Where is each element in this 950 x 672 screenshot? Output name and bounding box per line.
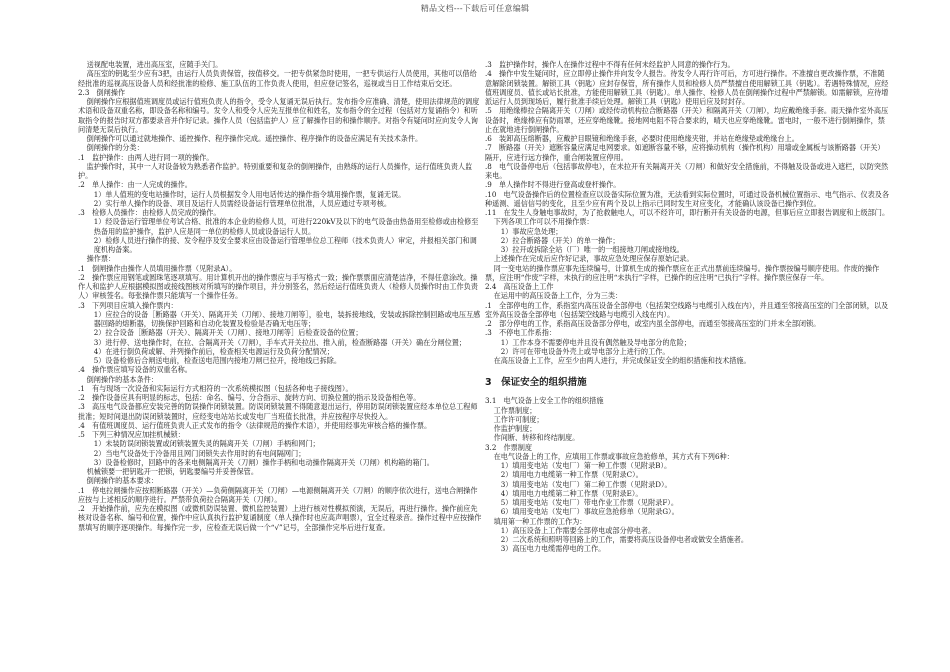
paragraph: .2 单人操作：由一人完成的操作。 — [78, 180, 192, 190]
paragraph: .6 装卸高压熔断器，应戴护目眼镜和绝缘手套，必要时使用绝缘夹钳，并站在绝缘垫或绝缘台上。 — [485, 134, 799, 143]
paragraph: 工作票制度； — [493, 405, 537, 415]
paragraph: 下列各项工作可以不用操作票： — [493, 217, 594, 227]
paragraph: 作监护制度； — [493, 424, 537, 433]
paragraph: .2 开始操作前，应先在模拟图（或微机防误装置、微机监控装置）上进行核对性模拟预演，无误后，再进行操作。操作前应先核对设备名称、编号和位置，操作中应认真执行监护复诵制度（单人操作时也应高声唱票），宜全过程录音。操作过程中应按操作票填写的顺序逐项操作。每操作完一步，应检查无误后做一个“√”记号，全部操作完毕后进行复查。 — [78, 504, 482, 532]
paragraph: 1）事故应急处理； — [500, 226, 563, 236]
paragraph: 1）单人值班的变电站操作时，运行人员根据发令人用电话传达的操作指令填用操作票，复诵无误。 — [93, 189, 406, 199]
paragraph: 3）填用变电站（发电厂）第二种工作票（见附录D）。 — [500, 479, 672, 489]
paragraph: 2.3 倒闸操作 — [78, 87, 126, 97]
paragraph: 机械锁要一把钥匙开一把锁，钥匙要编号并妥善保管。 — [86, 467, 258, 476]
paragraph: 2）许可在带电设备外壳上或导电部分上进行的工作。 — [500, 346, 670, 356]
paragraph: 3.1 电气设备上安全工作的组织措施 — [485, 396, 604, 406]
paragraph: 2）拉合断路器（开关）的单一操作； — [500, 235, 620, 245]
section-heading: 3 保证安全的组织措施 — [485, 377, 587, 389]
paragraph: 1）经设备运行管理单位考试合格、批准的本企业的检修人员，可进行220kV及以下的电气设备由热备用至检修或由检修至热备用的监护操作，监护人应是同一单位的检修人员或设备运行人员。 — [93, 217, 479, 236]
paragraph: 倒闸操作的基本条件： — [86, 374, 158, 384]
paragraph: 1）应拉合的设备［断路器（开关）、隔离开关（刀闸）、接地刀闸等］，验电，装拆接地线，安装或拆除控制回路或电压互感器回路的熔断器，切换保护回路和自动化装置及检验是否确无电压等； — [93, 309, 481, 328]
paragraph: .3 监护操作时，操作人在操作过程中不得有任何未经监护人同意的操作行为。 — [485, 60, 735, 69]
paragraph: .4 有值班调度员、运行值班负责人正式发布的指令（法律规范的操作术语），并使用经事先审核合格的操作票。 — [78, 420, 432, 430]
paragraph: .1 监护操作：由两人进行同一项的操作。 — [78, 152, 214, 162]
left-column — [78, 60, 483, 532]
paragraph: 4）填用电力电缆第二种工作票（见附录E）。 — [500, 488, 643, 498]
paragraph: .5 用绝缘棒拉合隔离开关（刀闸）或经传动机构拉合断路器（开关）和隔离开关（刀闸），均应戴绝缘手套。雨天操作室外高压设备时，绝缘棒应有防雨罩，还应穿绝缘靴。接地网电阻不符合要求的，晴天也应穿绝缘靴。雷电时，一般不进行倒闸操作，禁止在就地进行倒闸操作。 — [485, 106, 889, 134]
paragraph: 1）工作本身不需要停电并且没有偶然触及导电部分的危险； — [500, 337, 691, 347]
paragraph: 工作许可制度； — [493, 414, 544, 424]
paragraph: .5 下列三种情况应加挂机械锁： — [78, 430, 185, 439]
paragraph: .2 部分停电的工作，系指高压设备部分停电，或室内虽全部停电，而通至邻接高压室的门并未全部闭锁。 — [485, 319, 821, 328]
paragraph: .9 单人操作时不得进行登高或登杆操作。 — [485, 180, 621, 190]
paragraph: 2）检修人员进行操作的接、发令程序及安全要求应由设备运行管理单位总工程师（技术负责人）审定，并报相关部门和调度机构备案。 — [93, 235, 477, 254]
paragraph: 5）设备检修后合闸送电前，检查送电范围内接地刀闸已拉开，接地线已拆除。 — [93, 356, 342, 365]
paragraph: 监护操作时，其中一人对设备较为熟悉者作监护。特别重要和复杂的倒闸操作，由熟练的运行人员操作，运行值班负责人监护。 — [78, 161, 473, 180]
paragraph: .11 在发生人身触电事故时，为了抢救触电人，可以不经许可，即行断开有关设备的电源，但事后应立即报告调度和上级部门。 — [485, 208, 890, 217]
paragraph: 3）设备检修时，回路中的各来电侧隔离开关（刀闸）操作手柄和电动操作隔离开关（刀闸）机构箱的箱门。 — [93, 457, 434, 467]
paragraph: 在运用中的高压设备上工作，分为三类： — [493, 291, 623, 301]
paragraph: 操作票： — [86, 254, 116, 264]
paragraph: .4 操作中发生疑问时，应立即停止操作并向发令人报告。待发令人再行许可后，方可进行操作。不准擅自更改操作票，不准随意解除闭锁装置。解锁工具（钥匙）应封存保管，所有操作人员和检修人员严禁擅自使用解锁工具（钥匙）。若遇特殊情况，应经值班调度员、值长或站长批准，方能使用解锁工具（钥匙）。单人操作、检修人员在倒闸操作过程中严禁解锁。如需解锁，应待增派运行人员到现场后，履行批准手续后处理。解锁工具（钥匙）使用后应及时封存。 — [485, 69, 889, 106]
paragraph: 倒闸操作的基本要求： — [86, 476, 158, 486]
paragraph: .2 操作票应用钢笔或圆珠笔逐项填写。用计算机开出的操作票应与手写格式一致；操作票票面应清楚洁净，不得任意涂改。操作人和监护人应根据模拟图或接线图核对所填写的操作项目，并分别签名，然后经运行值班负责人（检修人员操作时由工作负责人）审核签名。每张操作票只能填写一个操作任务。 — [78, 272, 478, 301]
paragraph: 3）拉开或拆除全站（厂）唯一的一组接地刀闸或接地线。 — [500, 245, 684, 254]
paragraph: .3 不停电工作系指： — [485, 328, 557, 338]
paragraph: 在高压设备上工作，应至少由两人进行，并完成保证安全的组织措施和技术措施。 — [493, 356, 751, 365]
paragraph: 3）高压电力电缆需停电的工作。 — [500, 544, 606, 554]
paragraph: .3 高压电气设备都应安装完善的防误操作闭锁装置。防误闭锁装置不得随意退出运行，停用防误闭锁装置应经本单位总工程师批准；短时间退出防误闭锁装置时，应经变电站站长或发电厂当班值长批准，并应按程序尽快投入。 — [78, 402, 478, 421]
paragraph: 2）实行单人操作的设备、项目及运行人员需经设备运行管理单位批准，人员应通过专项考核。 — [93, 198, 392, 208]
paragraph: 3）进行停、送电操作时，在拉、合隔离开关（刀闸），手车式开关拉出、推入前，检查断路器（开关）确在分闸位置； — [93, 337, 467, 347]
paragraph: 送视配电装置，进出高压室，应随手关门。 — [86, 60, 223, 69]
paragraph: 1）填用变电站（发电厂）第一种工作票（见附录B）。 — [500, 461, 672, 470]
paragraph: .1 有与现场一次设备和实际运行方式相符的一次系统模拟图（包括各种电子接线图）。 — [78, 383, 353, 393]
paragraph: 1）未装防误闭锁装置或闭锁装置失灵的隔离开关（刀闸）手柄和网门； — [93, 439, 320, 449]
paragraph: 2）当电气设备处于冷备用且网门闭锁失去作用时的有电间隔网门； — [93, 448, 306, 458]
paragraph: 高压室的钥匙至少应有3把，由运行人员负责保管，按值移交。一把专供紧急时使用，一把专供运行人员使用，其他可以借给经批准的巡视高压设备人员和经批准的检修、施工队伍的工作负责人使用，但应登记签名，巡视或当日工作结束后交还。 — [78, 69, 477, 88]
right-column — [485, 60, 890, 554]
paragraph: 1）高压设备上工作需要全部停电或部分停电者。 — [500, 525, 656, 535]
paragraph: .7 断路器（开关）遮断容量应满足电网要求。如遮断容量不够，应将操动机构（操作机构）用墙或金属板与该断路器（开关）隔开，应进行远方操作，重合闸装置应停用。 — [485, 143, 885, 162]
paragraph: 倒闸操作的分类： — [86, 143, 144, 153]
paragraph: 6）填用变电站（发电厂）事故应急抢修单（见附录G）。 — [500, 507, 679, 517]
paragraph: 倒闸操作可以通过就地操作、遥控操作、程序操作完成。遥控操作、程序操作的设备应满足有关技术条件。 — [86, 134, 423, 143]
paragraph: .10 电气设备操作后的位置检查应以设备实际位置为准，无法看到实际位置时，可通过设备机械位置指示、电气指示、仪表及各种遥测、遥信信号的变化，且至少应有两个及以上指示已同时发生对应变化，才能确认该设备已操作到位。 — [485, 189, 890, 208]
paragraph: 3.2 作票制度 — [485, 442, 533, 452]
paragraph: .8 电气设备停电后（包括事故停电），在未拉开有关隔离开关（刀闸）和做好安全措施前，不得触及设备或进入遮栏，以防突然来电。 — [485, 161, 889, 180]
paragraph: .3 下列项目应填入操作票内： — [78, 300, 178, 310]
paragraph: 2）填用电力电缆第一种工作票（见附录C）。 — [500, 470, 643, 480]
paragraph: 同一变电站的操作票应事先连续编号，计算机生成的操作票应在正式出票前连续编号。操作票按编号顺序使用。作废的操作票，应注明“作废”字样，未执行的应注明“未执行”字样，已操作的应注明“已执行”字样。操作票应保存一年。 — [485, 263, 880, 282]
paragraph: 4）在进行倒负荷或解、并列操作前后，检查相关电源运行及负荷分配情况； — [93, 346, 334, 356]
paragraph: 2）拉合设备［断路器（开关）、隔离开关（刀闸）、接地刀闸等］后检查设备的位置； — [93, 328, 363, 338]
paragraph: 在电气设备上的工作，应填用工作票或事故应急抢修单，其方式有下列6种： — [493, 451, 734, 461]
paragraph: .1 全部停电的工作，系指室内高压设备全部停电（包括架空线路与电缆引入线在内），并且通至邻接高压室的门全部闭锁，以及室外高压设备全部停电（包括架空线路与电缆引入线在内）。 — [485, 300, 889, 319]
paragraph: .1 停电拉闸操作应按照断路器（开关）—负荷侧隔离开关（刀闸）—电源侧隔离开关（刀闸）的顺序依次进行，送电合闸操作应按与上述相反的顺序进行。严禁带负荷拉合隔离开关（刀闸）。 — [78, 485, 478, 504]
paragraph: 填用第一种工作票的工作为： — [493, 516, 587, 526]
paragraph: 作间断、转移和终结制度。 — [493, 433, 580, 443]
paragraph: .1 倒闸操作由操作人员填用操作票（见附录A）。 — [78, 263, 237, 273]
paragraph: .2 操作设备应具有明显的标志，包括：命名、编号、分合指示、旋转方向、切换位置的指示及设备相色等。 — [78, 393, 421, 402]
page-header: 精品文档---下载后可任意编辑 — [420, 4, 530, 13]
paragraph: 2.4 高压设备上工作 — [485, 282, 554, 291]
paragraph: 倒闸操作应根据值班调度员或运行值班负责人的指令，受令人复诵无误后执行。发布指令应准确、清楚，使用法律规范的调度术语和设备双重名称，即设备名称和编号。发令人和受令人应先互报单位和姓名，发布指令的全过程（包括对方复诵指令）和听取指令的报告时双方都要录音并作好记录。操作人员（包括监护人）应了解操作目的和操作顺序。对指令有疑问时应向发令人询问清楚无误后执行。 — [78, 97, 480, 134]
paragraph: .4 操作票应填写设备的双重名称。 — [78, 365, 192, 375]
paragraph: 2）二次系统和照明等回路上的工作，需要将高压设备停电者或做安全措施者。 — [500, 535, 749, 544]
paragraph: .3 检修人员操作：由检修人员完成的操作。 — [78, 208, 221, 217]
paragraph: 5）填用变电站（发电厂）带电作业工作票（见附录F）。 — [500, 498, 679, 507]
paragraph: 上述操作在完成后应作好记录，事故应急处理应保存原始记录。 — [493, 254, 694, 264]
